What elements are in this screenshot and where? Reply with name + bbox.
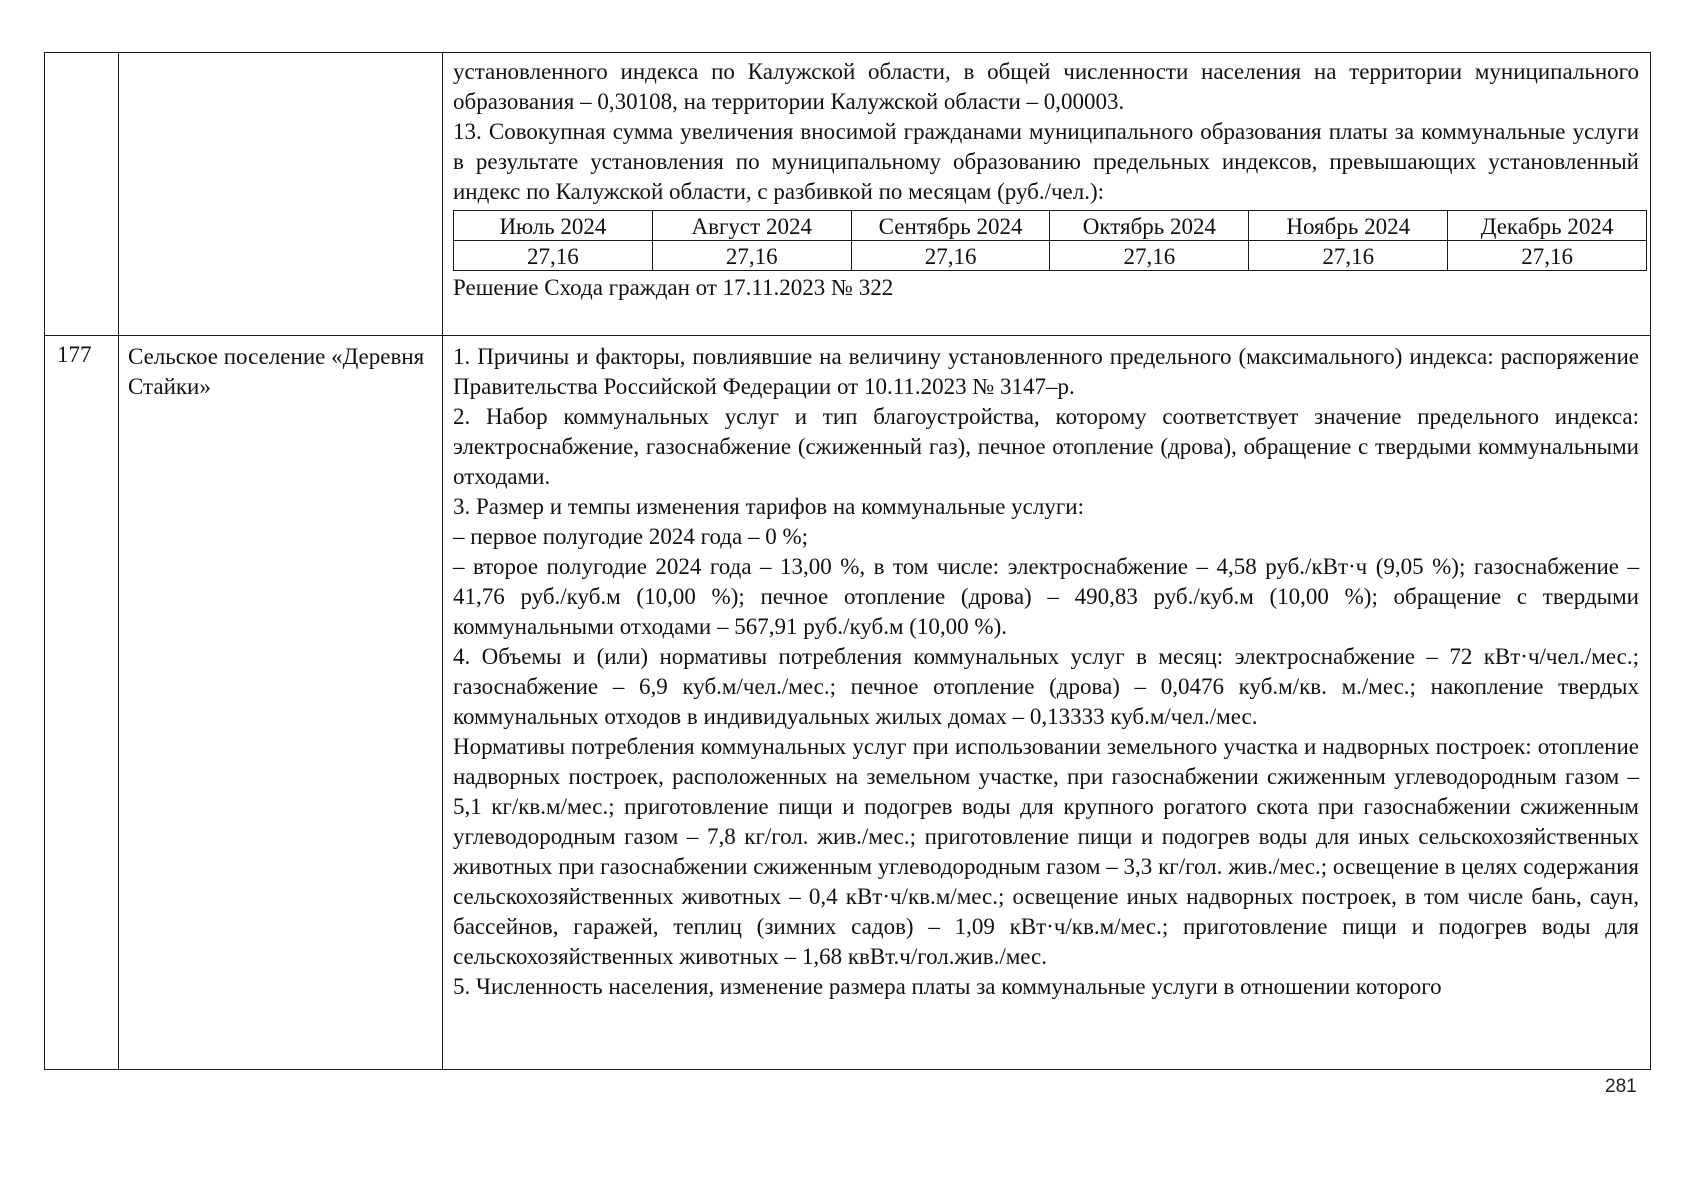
- months-header-row: [454, 211, 1647, 241]
- paragraph: установленного индекса по Калужской области, в общей численности населения на территории муниципального образования – 0,30108, на территории Калужской области – 0,00003.: [453, 59, 1639, 114]
- paragraph: 13. Совокупная сумма увеличения вносимой гражданами муниципального образования платы за коммунальные услуги в результате установления по муниципальному образованию предельных индексов, превышающих установленный индекс по Калужской области, с разбивкой по месяцам (руб./чел.):: [453, 119, 1639, 204]
- months-value-row: [454, 241, 1647, 271]
- paragraph: 4. Объемы и (или) нормативы потребления коммунальных услуг в месяц: электроснабжение – 72 кВт·ч/чел./мес.; газоснабжение – 6,9 куб.м/чел./мес.; печное отопление (дрова) – 0,0476 куб.м/кв. м./мес.; накопление твердых коммунальных отходов в индивидуальных жилых домах – 0,13333 куб.м/чел./мес.: [453, 644, 1639, 729]
- month-header: Июль 2024: [454, 211, 653, 241]
- table-row-177: [45, 336, 1651, 1070]
- paragraph: 3. Размер и темпы изменения тарифов на коммунальные услуги:: [453, 494, 1084, 519]
- paragraph: – второе полугодие 2024 года – 13,00 %, в том числе: электроснабжение – 4,58 руб./кВт·ч (9,05 %); газоснабжение – 41,76 руб./куб.м (10,00 %); печное отопление (дрова) – 490,83 руб./куб.м (10,00 %); обращение с твердыми коммунальными отходами – 567,91 руб./куб.м (10,00 %).: [453, 554, 1639, 639]
- month-header: Октябрь 2024: [1050, 211, 1249, 241]
- month-value: 27,16: [652, 241, 851, 271]
- paragraph: Нормативы потребления коммунальных услуг при использовании земельного участка и надворных построек: отопление надворных построек, расположенных на земельном участке, при газоснабжении сжиженным углеводородным газом – 5,1 кг/кв.м/мес.; приготовление пищи и подогрев воды для крупного рогатого скота при газоснабжении сжиженным углеводородным газом – 7,8 кг/гол. жив./мес.; приготовление пищи и подогрев воды для иных сельскохозяйственных животных при газоснабжении сжиженным углеводородным газом – 3,3 кг/гол. жив./мес.; освещение в целях содержания сельскохозяйственных животных – 0,4 кВт·ч/кв.м/мес.; освещение иных надворных построек, в том числе бань, саун, бассейнов, гаражей, теплиц (зимних садов) – 1,09 кВт·ч/кв.м/мес.; приготовление пищи и подогрев воды для сельскохозяйственных животных – 1,68 квВт.ч/гол.жив./мес.: [453, 734, 1639, 969]
- monthly-increase-table: [453, 210, 1647, 271]
- row-number-cell: [45, 53, 119, 336]
- description-cell: [443, 53, 1651, 336]
- municipality-name: Сельское поселение «Деревня Стайки»: [128, 344, 425, 399]
- page-number: 281: [1605, 1076, 1637, 1097]
- month-value: 27,16: [1249, 241, 1448, 271]
- paragraph: – первое полугодие 2024 года – 0 %;: [453, 524, 809, 549]
- month-header: Август 2024: [652, 211, 851, 241]
- row-number-cell: [45, 336, 119, 1070]
- month-header: Декабрь 2024: [1448, 211, 1647, 241]
- month-value: 27,16: [1050, 241, 1249, 271]
- indices-table: [44, 52, 1651, 1070]
- paragraph: 1. Причины и факторы, повлиявшие на величину установленного предельного (максимального) индекса: распоряжение Правительства Российской Федерации от 10.11.2023 № 3147–р.: [453, 344, 1639, 399]
- paragraph: 5. Численность населения, изменение размера платы за коммунальные услуги в отношении которого: [453, 974, 1442, 999]
- month-header: Сентябрь 2024: [851, 211, 1050, 241]
- municipality-cell: [119, 53, 443, 336]
- month-value: 27,16: [454, 241, 653, 271]
- paragraph: 2. Набор коммунальных услуг и тип благоустройства, которому соответствует значение предельного индекса: электроснабжение, газоснабжение (сжиженный газ), печное отопление (дрова), обращение с твердыми коммунальными отходами.: [453, 404, 1639, 489]
- decision-text: Решение Схода граждан от 17.11.2023 № 322: [453, 275, 894, 300]
- row-number: 177: [57, 342, 92, 367]
- table-row-continuation: [45, 53, 1651, 336]
- month-header: Ноябрь 2024: [1249, 211, 1448, 241]
- month-value: 27,16: [851, 241, 1050, 271]
- description-cell: [443, 336, 1651, 1070]
- municipality-cell: [119, 336, 443, 1070]
- month-value: 27,16: [1448, 241, 1647, 271]
